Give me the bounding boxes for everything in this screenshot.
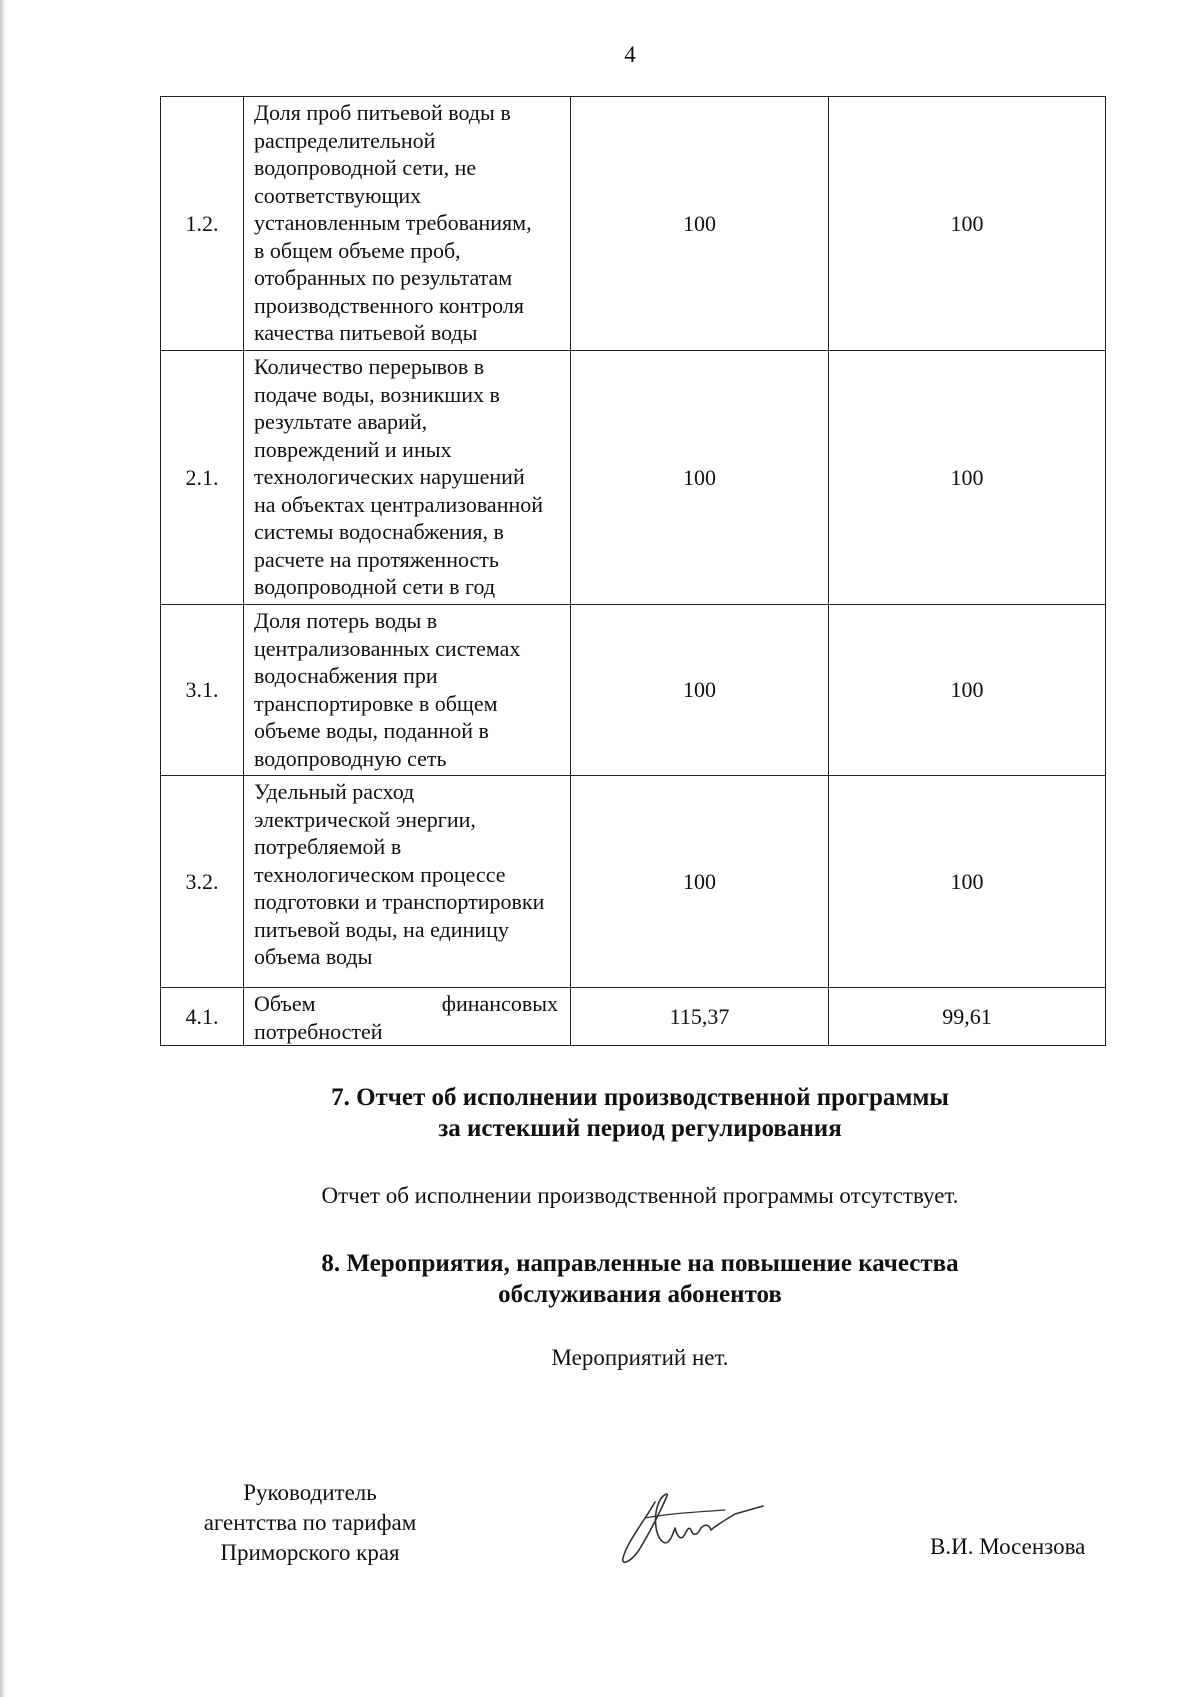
value-cell-1: 100 — [571, 605, 829, 776]
page-number: 4 — [624, 42, 636, 67]
table-row — [161, 351, 1106, 605]
scan-edge — [0, 0, 6, 1697]
indicator-name-line: объеме воды, поданной в — [254, 718, 489, 743]
section-7-title — [140, 1082, 1140, 1144]
indicator-name-line: потребляемой в — [254, 834, 402, 859]
indicator-name — [244, 351, 571, 605]
indicator-name-line: водоснабжения при — [254, 663, 438, 688]
table-row — [161, 776, 1106, 988]
indicator-name-line: Доля потерь воды в — [254, 608, 438, 633]
indicator-name-line: технологических нарушений — [254, 464, 525, 489]
value-cell-2: 100 — [829, 776, 1106, 988]
section-7-text: Отчет об исполнении производственной программы отсутствует. — [321, 1183, 959, 1208]
table-row — [161, 605, 1106, 776]
indicator-name — [244, 605, 571, 776]
indicator-name-line: системы водоснабжения, в — [254, 519, 504, 544]
row-number: 1.2. — [161, 97, 244, 351]
indicator-name-line: транспортировке в общем — [254, 690, 498, 716]
indicator-name-line: повреждений и иных — [254, 436, 452, 462]
indicator-name-line: водопроводной сети в год — [254, 574, 496, 599]
indicator-name-line: технологическом процессе — [254, 861, 506, 887]
indicator-name-line: потребностей — [254, 1018, 383, 1044]
indicator-name-line: Объем финансовых — [254, 991, 558, 1016]
indicator-name-line: подаче воды, возникших в — [254, 381, 500, 407]
indicators-table — [160, 96, 1106, 1046]
value-cell-1: 100 — [571, 97, 829, 351]
section-8-title-line: обслуживания абонентов — [498, 1281, 782, 1308]
value-cell-1: 115,37 — [571, 988, 829, 1046]
indicator-name-line: в общем объеме проб, — [254, 237, 461, 263]
section-8-text: Мероприятий нет. — [551, 1345, 729, 1370]
indicator-name-line: подготовки и транспортировки — [254, 889, 545, 914]
indicator-name-line: водопроводную сеть — [254, 745, 447, 771]
signer-position-line: Приморского края — [220, 1540, 400, 1565]
indicator-name-line: качества питьевой воды — [254, 320, 478, 345]
value-cell-1: 100 — [571, 351, 829, 605]
indicator-name — [244, 97, 571, 351]
row-number: 2.1. — [161, 351, 244, 605]
table-row — [161, 97, 1106, 351]
indicator-name-line: Удельный расход — [254, 779, 415, 804]
value-cell-1: 100 — [571, 776, 829, 988]
indicator-name-line: электрической энергии, — [254, 806, 476, 832]
row-number: 4.1. — [161, 988, 244, 1046]
handwritten-signature — [615, 1490, 765, 1570]
indicator-name-line: установленным требованиям, — [254, 210, 532, 235]
section-8-title — [140, 1248, 1140, 1310]
indicator-name-line: производственного контроля — [254, 292, 524, 318]
signer-position — [150, 1478, 470, 1568]
row-number: 3.2. — [161, 776, 244, 988]
indicator-name — [244, 988, 571, 1046]
indicator-name-line: распределительной — [254, 127, 436, 153]
indicator-name-line: результате аварий, — [254, 409, 428, 434]
indicator-name-line: водопроводной сети, не — [254, 155, 477, 180]
indicator-name-line: объема воды — [254, 944, 373, 969]
signer-position-line: агентства по тарифам — [203, 1510, 417, 1535]
value-cell-2: 99,61 — [829, 988, 1106, 1046]
section-7-title-line: 7. Отчет об исполнении производственной программы — [331, 1084, 949, 1111]
indicator-name-line: соответствующих — [254, 182, 422, 208]
table-row — [161, 988, 1106, 1046]
indicator-name — [244, 776, 571, 988]
indicator-name-line: питьевой воды, на единицу — [254, 916, 509, 942]
indicator-name-line: расчете на протяженность — [254, 546, 499, 572]
row-number: 3.1. — [161, 605, 244, 776]
indicator-name-line: Доля проб питьевой воды в — [254, 100, 511, 125]
indicator-name-line: централизованных системах — [254, 635, 521, 661]
indicator-name-line: отобранных по результатам — [254, 265, 513, 290]
section-8-title-line: 8. Мероприятия, направленные на повышение качества — [321, 1250, 959, 1277]
value-cell-2: 100 — [829, 605, 1106, 776]
value-cell-2: 100 — [829, 351, 1106, 605]
signer-name: В.И. Мосензова — [930, 1534, 1086, 1559]
value-cell-2: 100 — [829, 97, 1106, 351]
indicator-name-line: на объектах централизованной — [254, 491, 544, 517]
section-7-title-line: за истекший период регулирования — [438, 1115, 842, 1142]
signer-position-line: Руководитель — [243, 1480, 377, 1505]
indicator-name-line: Количество перерывов в — [254, 354, 485, 379]
